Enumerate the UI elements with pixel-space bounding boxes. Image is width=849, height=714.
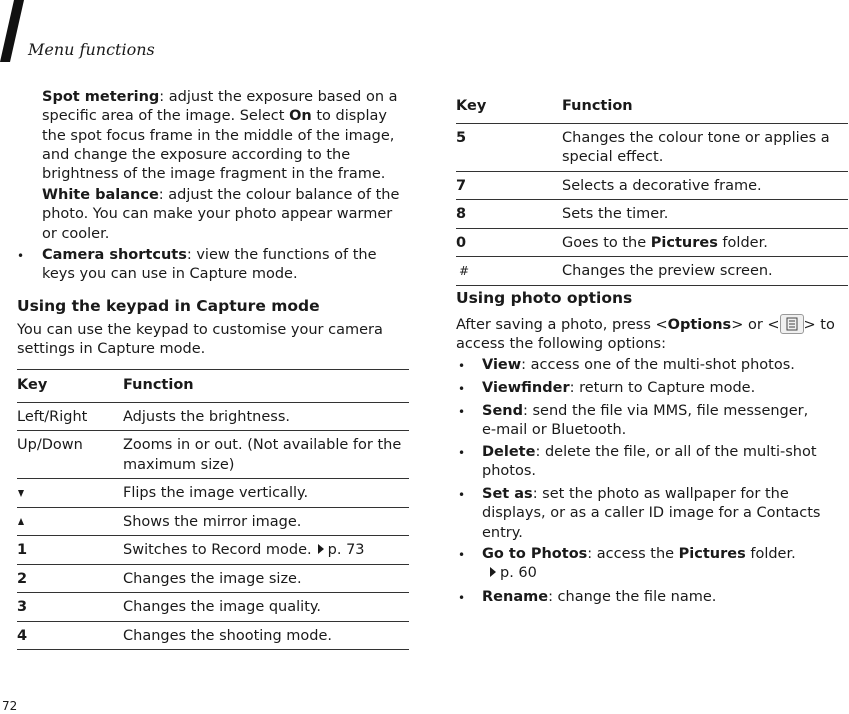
key-cell <box>456 257 562 286</box>
function-cell: Adjusts the brightness. <box>123 402 409 431</box>
option-text: : access one of the multi-shot photos. <box>521 357 795 373</box>
function-cell: Changes the shooting mode. <box>123 621 409 650</box>
key-label: 0 <box>456 234 467 251</box>
key-cell: Up/Down <box>17 431 123 479</box>
options-softkey-label: Options <box>667 317 732 333</box>
table-row <box>17 431 409 479</box>
option-term: Viewfinder <box>482 380 570 396</box>
option-term: Rename <box>482 589 549 605</box>
col-key-header: Key <box>17 370 123 403</box>
option-send <box>482 402 827 441</box>
bullet-icon: • <box>458 359 466 373</box>
pictures-folder-name: Pictures <box>678 546 746 562</box>
camera-shortcuts-text: : view the functions of the keys you can use in Capture mode. <box>42 247 377 283</box>
key-cell <box>17 479 123 508</box>
keypad-table-right <box>456 91 848 286</box>
function-cell: Changes the image size. <box>123 564 409 593</box>
key-cell <box>456 228 562 257</box>
option-term: Go to Photos <box>482 546 588 562</box>
camera-shortcuts-term: Camera shortcuts <box>42 247 187 263</box>
bullet-icon: • <box>458 488 466 502</box>
table-row <box>17 564 409 593</box>
bullet-icon: • <box>17 249 25 263</box>
intro-text: After saving a photo, press < <box>456 317 668 333</box>
page-ref-arrow-icon <box>490 567 496 577</box>
function-text: Goes to the <box>562 234 651 251</box>
key-cell <box>456 200 562 229</box>
option-text: : send the file via MMS, file messenger, e-mail or Bluetooth. <box>482 403 809 439</box>
key-label: 1 <box>17 542 28 558</box>
flip-key-icon <box>17 487 25 499</box>
col-function-header: Function <box>562 91 848 123</box>
pictures-folder-name: Pictures <box>650 234 718 251</box>
table-row <box>17 479 409 508</box>
bullet-icon: • <box>458 548 466 562</box>
bullet-icon: • <box>458 446 466 460</box>
option-term: Set as <box>482 486 533 502</box>
option-text: : change the file name. <box>548 589 717 605</box>
page-reference: p. 73 <box>327 542 365 558</box>
page-number: 72 <box>2 699 18 713</box>
option-viewfinder <box>482 379 848 398</box>
keypad-table-left <box>17 369 409 650</box>
key-label: 5 <box>456 129 467 146</box>
option-rename <box>482 588 848 607</box>
table-row <box>456 200 848 229</box>
table-row <box>17 593 409 622</box>
option-term: Send <box>482 403 523 419</box>
page-ref-arrow-icon <box>318 544 324 554</box>
col-function-header: Function <box>123 370 409 403</box>
key-label: 2 <box>17 570 28 587</box>
keypad-intro: You can use the keypad to customise your camera settings in Capture mode. <box>17 322 383 358</box>
photo-options-heading: Using photo options <box>456 289 633 307</box>
function-text: Switches to Record mode. <box>123 542 312 558</box>
intro-text-2: > or < <box>731 317 780 333</box>
option-term: Delete <box>482 444 536 460</box>
table-header-row <box>456 91 848 123</box>
white-balance-term: White balance <box>42 187 159 203</box>
white-balance-paragraph <box>42 186 410 244</box>
spot-metering-text-2: to display the spot focus frame in the middle of the image, and change the exposure according to the brightness of the image fragment in the frame. <box>42 108 395 183</box>
function-cell <box>123 536 409 565</box>
key-cell <box>17 564 123 593</box>
option-term: View <box>482 357 522 373</box>
bullet-icon: • <box>458 405 466 419</box>
function-cell: Flips the image vertically. <box>123 479 409 508</box>
function-cell: Zooms in or out. (Not available for the maximum size) <box>123 431 409 479</box>
key-cell <box>456 123 562 171</box>
option-text-2: folder. <box>745 546 796 562</box>
white-balance-text: : adjust the colour balance of the photo. You can make your photo appear warmer or cooler. <box>42 187 400 242</box>
key-label: 4 <box>17 627 28 644</box>
function-cell: Changes the colour tone or applies a special effect. <box>562 123 848 171</box>
function-cell: Changes the image quality. <box>123 593 409 622</box>
function-text-2: folder. <box>717 234 768 251</box>
function-cell: Shows the mirror image. <box>123 507 409 536</box>
option-text: : access the <box>587 546 679 562</box>
key-cell <box>456 171 562 200</box>
table-row <box>456 228 848 257</box>
function-cell: Sets the timer. <box>562 200 848 229</box>
key-label: 3 <box>17 599 28 615</box>
function-cell: Changes the preview screen. <box>562 257 848 286</box>
option-text: : delete the file, or all of the multi-shot photos. <box>482 444 817 480</box>
table-row <box>17 507 409 536</box>
page-reference: p. 60 <box>500 565 537 582</box>
key-label: 8 <box>456 206 467 222</box>
option-delete <box>482 443 848 482</box>
spot-metering-text: : adjust the exposure based on a specific area of the image. Select <box>42 89 398 125</box>
table-row <box>456 123 848 171</box>
key-label: 7 <box>456 177 467 194</box>
table-row <box>17 536 409 565</box>
key-cell <box>17 621 123 650</box>
table-header-row <box>17 370 409 403</box>
mirror-key-icon <box>17 516 25 528</box>
key-cell <box>17 593 123 622</box>
camera-shortcuts-paragraph <box>42 246 410 285</box>
spot-metering-paragraph <box>42 88 410 184</box>
option-text: : set the photo as wallpaper for the displays, or as a caller ID image for a Contacts entry. <box>482 486 821 541</box>
key-cell <box>17 507 123 536</box>
table-row <box>456 257 848 286</box>
hash-key-label: # <box>459 264 470 278</box>
function-cell: Selects a decorative frame. <box>562 171 848 200</box>
key-cell <box>17 536 123 565</box>
menu-softkey-icon <box>780 314 804 334</box>
on-option: On <box>289 108 312 125</box>
option-view <box>482 356 848 375</box>
keypad-section-heading: Using the keypad in Capture mode <box>17 297 320 315</box>
page-header-title: Menu functions <box>28 40 155 59</box>
table-row <box>17 621 409 650</box>
header-accent-bar <box>0 0 26 62</box>
intro-text-3: > to access the following options: <box>456 317 835 353</box>
bullet-icon: • <box>458 591 466 605</box>
option-text: : return to Capture mode. <box>569 380 756 396</box>
key-cell: Left/Right <box>17 402 123 431</box>
option-go-to-photos <box>482 545 822 584</box>
photo-options-intro <box>456 314 846 355</box>
spot-metering-term: Spot metering <box>42 89 160 105</box>
bullet-icon: • <box>458 382 466 396</box>
function-cell <box>562 228 848 257</box>
table-row <box>17 402 409 431</box>
option-set-as <box>482 485 848 543</box>
table-row <box>456 171 848 200</box>
col-key-header: Key <box>456 91 562 123</box>
